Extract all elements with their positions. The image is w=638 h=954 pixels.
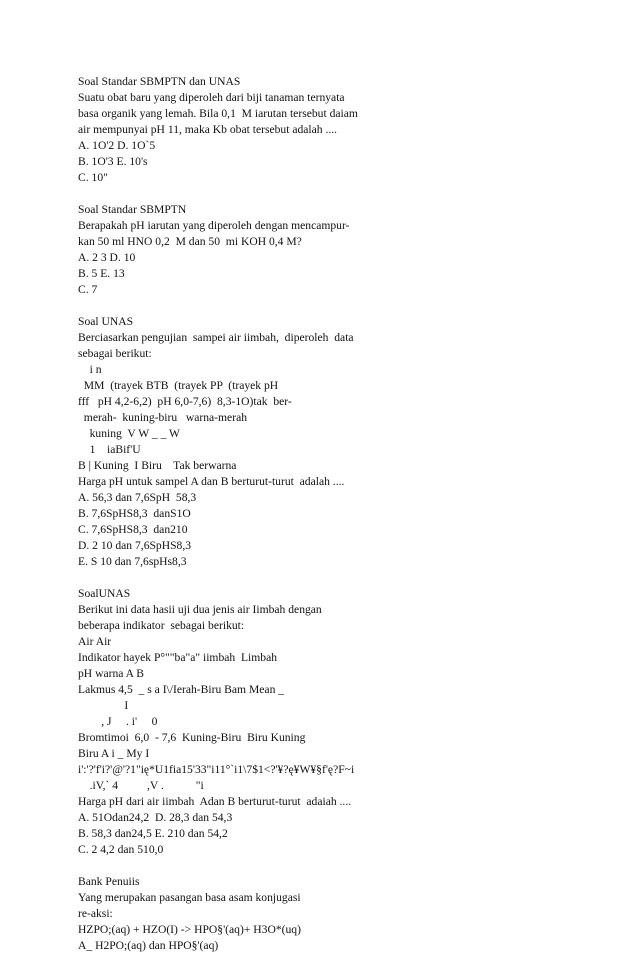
section-s1 [78, 74, 578, 186]
text-line: A_ H2PO;(aq) dan HPO§'(aq) [78, 939, 219, 952]
text-line: beberapa indikator sebagai berikut: [78, 619, 245, 632]
text-line: sebagai berikut: [78, 347, 152, 360]
section-s4 [78, 586, 578, 858]
section-s2 [78, 202, 578, 298]
text-line: re-aksi: [78, 907, 113, 920]
text-line: Lakmus 4,5 _ s a I\/Ierah-Biru Bam Mean _ [78, 683, 285, 696]
text-line: , J . i' 0 [78, 715, 158, 728]
section-heading: Soal Standar SBMPTN [78, 203, 187, 216]
text-line: kan 50 ml HNO 0,2 M dan 50 mi KOH 0,4 M? [78, 235, 302, 248]
text-line: B. 58,3 dan24,5 E. 210 dan 54,2 [78, 827, 228, 840]
text-line: air mempunyai pH 11, maka Kb obat tersebut adalah .... [78, 123, 338, 136]
section-spacer [78, 570, 578, 586]
text-line: merah- kuning-biru warna-merah [78, 411, 248, 424]
text-line: i':'?'f'i?'@'?1"ię*U1fia15'33"i11°`i1\7$1<?'¥?ę¥W¥§f'ę?F~i [78, 763, 355, 776]
text-line: HZPO;(aq) + HZO(I) -> HPO§'(aq)+ H3O*(uq) [78, 923, 301, 936]
text-line: basa organik yang lemah. Bila 0,1 M iarutan tersebut daiam [78, 107, 358, 120]
text-line: Indikator hayek P°""ba"a" iimbah Limbah [78, 651, 278, 664]
text-line: Bromtimoi 6,0 - 7,6 Kuning-Biru Biru Kuning [78, 731, 306, 744]
section-spacer [78, 858, 578, 874]
section-heading: SoalUNAS [78, 587, 131, 600]
text-line: E. S 10 dan 7,6spHs8,3 [78, 555, 187, 568]
text-line: I [78, 699, 129, 712]
text-line: pH warna A B [78, 667, 145, 680]
text-line: Yang merupakan pasangan basa asam konjugasi [78, 891, 301, 904]
text-line: Harga pH untuk sampel A dan B berturut-turut adalah .... [78, 475, 345, 488]
text-line: A. 51Odan24,2 D. 28,3 dan 54,3 [78, 811, 233, 824]
text-line: .iV,` 4 ,V . "i [78, 779, 204, 792]
text-line: A. 1O'2 D. 1O`5 [78, 139, 156, 152]
section-s3 [78, 314, 578, 570]
section-heading: Soal Standar SBMPTN dan UNAS [78, 75, 241, 88]
text-line: B | Kuning I Biru Tak berwarna [78, 459, 237, 472]
text-line: Berapakah pH iarutan yang diperoleh dengan mencampur- [78, 219, 350, 232]
text-line: Air Air [78, 635, 112, 648]
text-line: D. 2 10 dan 7,6SpHS8,3 [78, 539, 192, 552]
text-line: B. 1O'3 E. 10's [78, 155, 148, 168]
section-s5 [78, 874, 578, 954]
text-line: kuning V W _ _ W [78, 427, 180, 440]
text-line: C. 2 4,2 dan 510,0 [78, 843, 164, 856]
section-heading: Bank Penuiis [78, 875, 140, 888]
text-line: Berciasarkan pengujian sampei air iimbah, diperoleh data [78, 331, 354, 344]
text-line: Suatu obat baru yang diperoleh dari biji tanaman ternyata [78, 91, 345, 104]
text-line: i n [78, 363, 102, 376]
section-spacer [78, 298, 578, 314]
text-line: Biru A i _ My I [78, 747, 150, 760]
text-line: 1 iaBif'U [78, 443, 141, 456]
document-page [78, 74, 578, 954]
text-line: fff pH 4,2-6,2) pH 6,0-7,6) 8,3-1O)tak ber- [78, 395, 292, 408]
text-line: B. 5 E. 13 [78, 267, 125, 280]
text-line: C. 10" [78, 171, 108, 184]
text-line: MM (trayek BTB (trayek PP (trayek pH [78, 379, 279, 392]
text-line: C. 7 [78, 283, 98, 296]
text-line: A. 2 3 D. 10 [78, 251, 136, 264]
text-line: Berikut ini data hasii uji dua jenis air Iimbah dengan [78, 603, 322, 616]
text-line: C. 7,6SpHS8,3 dan210 [78, 523, 188, 536]
text-line: B. 7,6SpHS8,3 danS1O [78, 507, 191, 520]
text-line: Harga pH dari air iimbah Adan B berturut-turut adaiah .... [78, 795, 352, 808]
section-spacer [78, 186, 578, 202]
text-line: A. 56,3 dan 7,6SpH 58,3 [78, 491, 197, 504]
section-heading: Soal UNAS [78, 315, 134, 328]
